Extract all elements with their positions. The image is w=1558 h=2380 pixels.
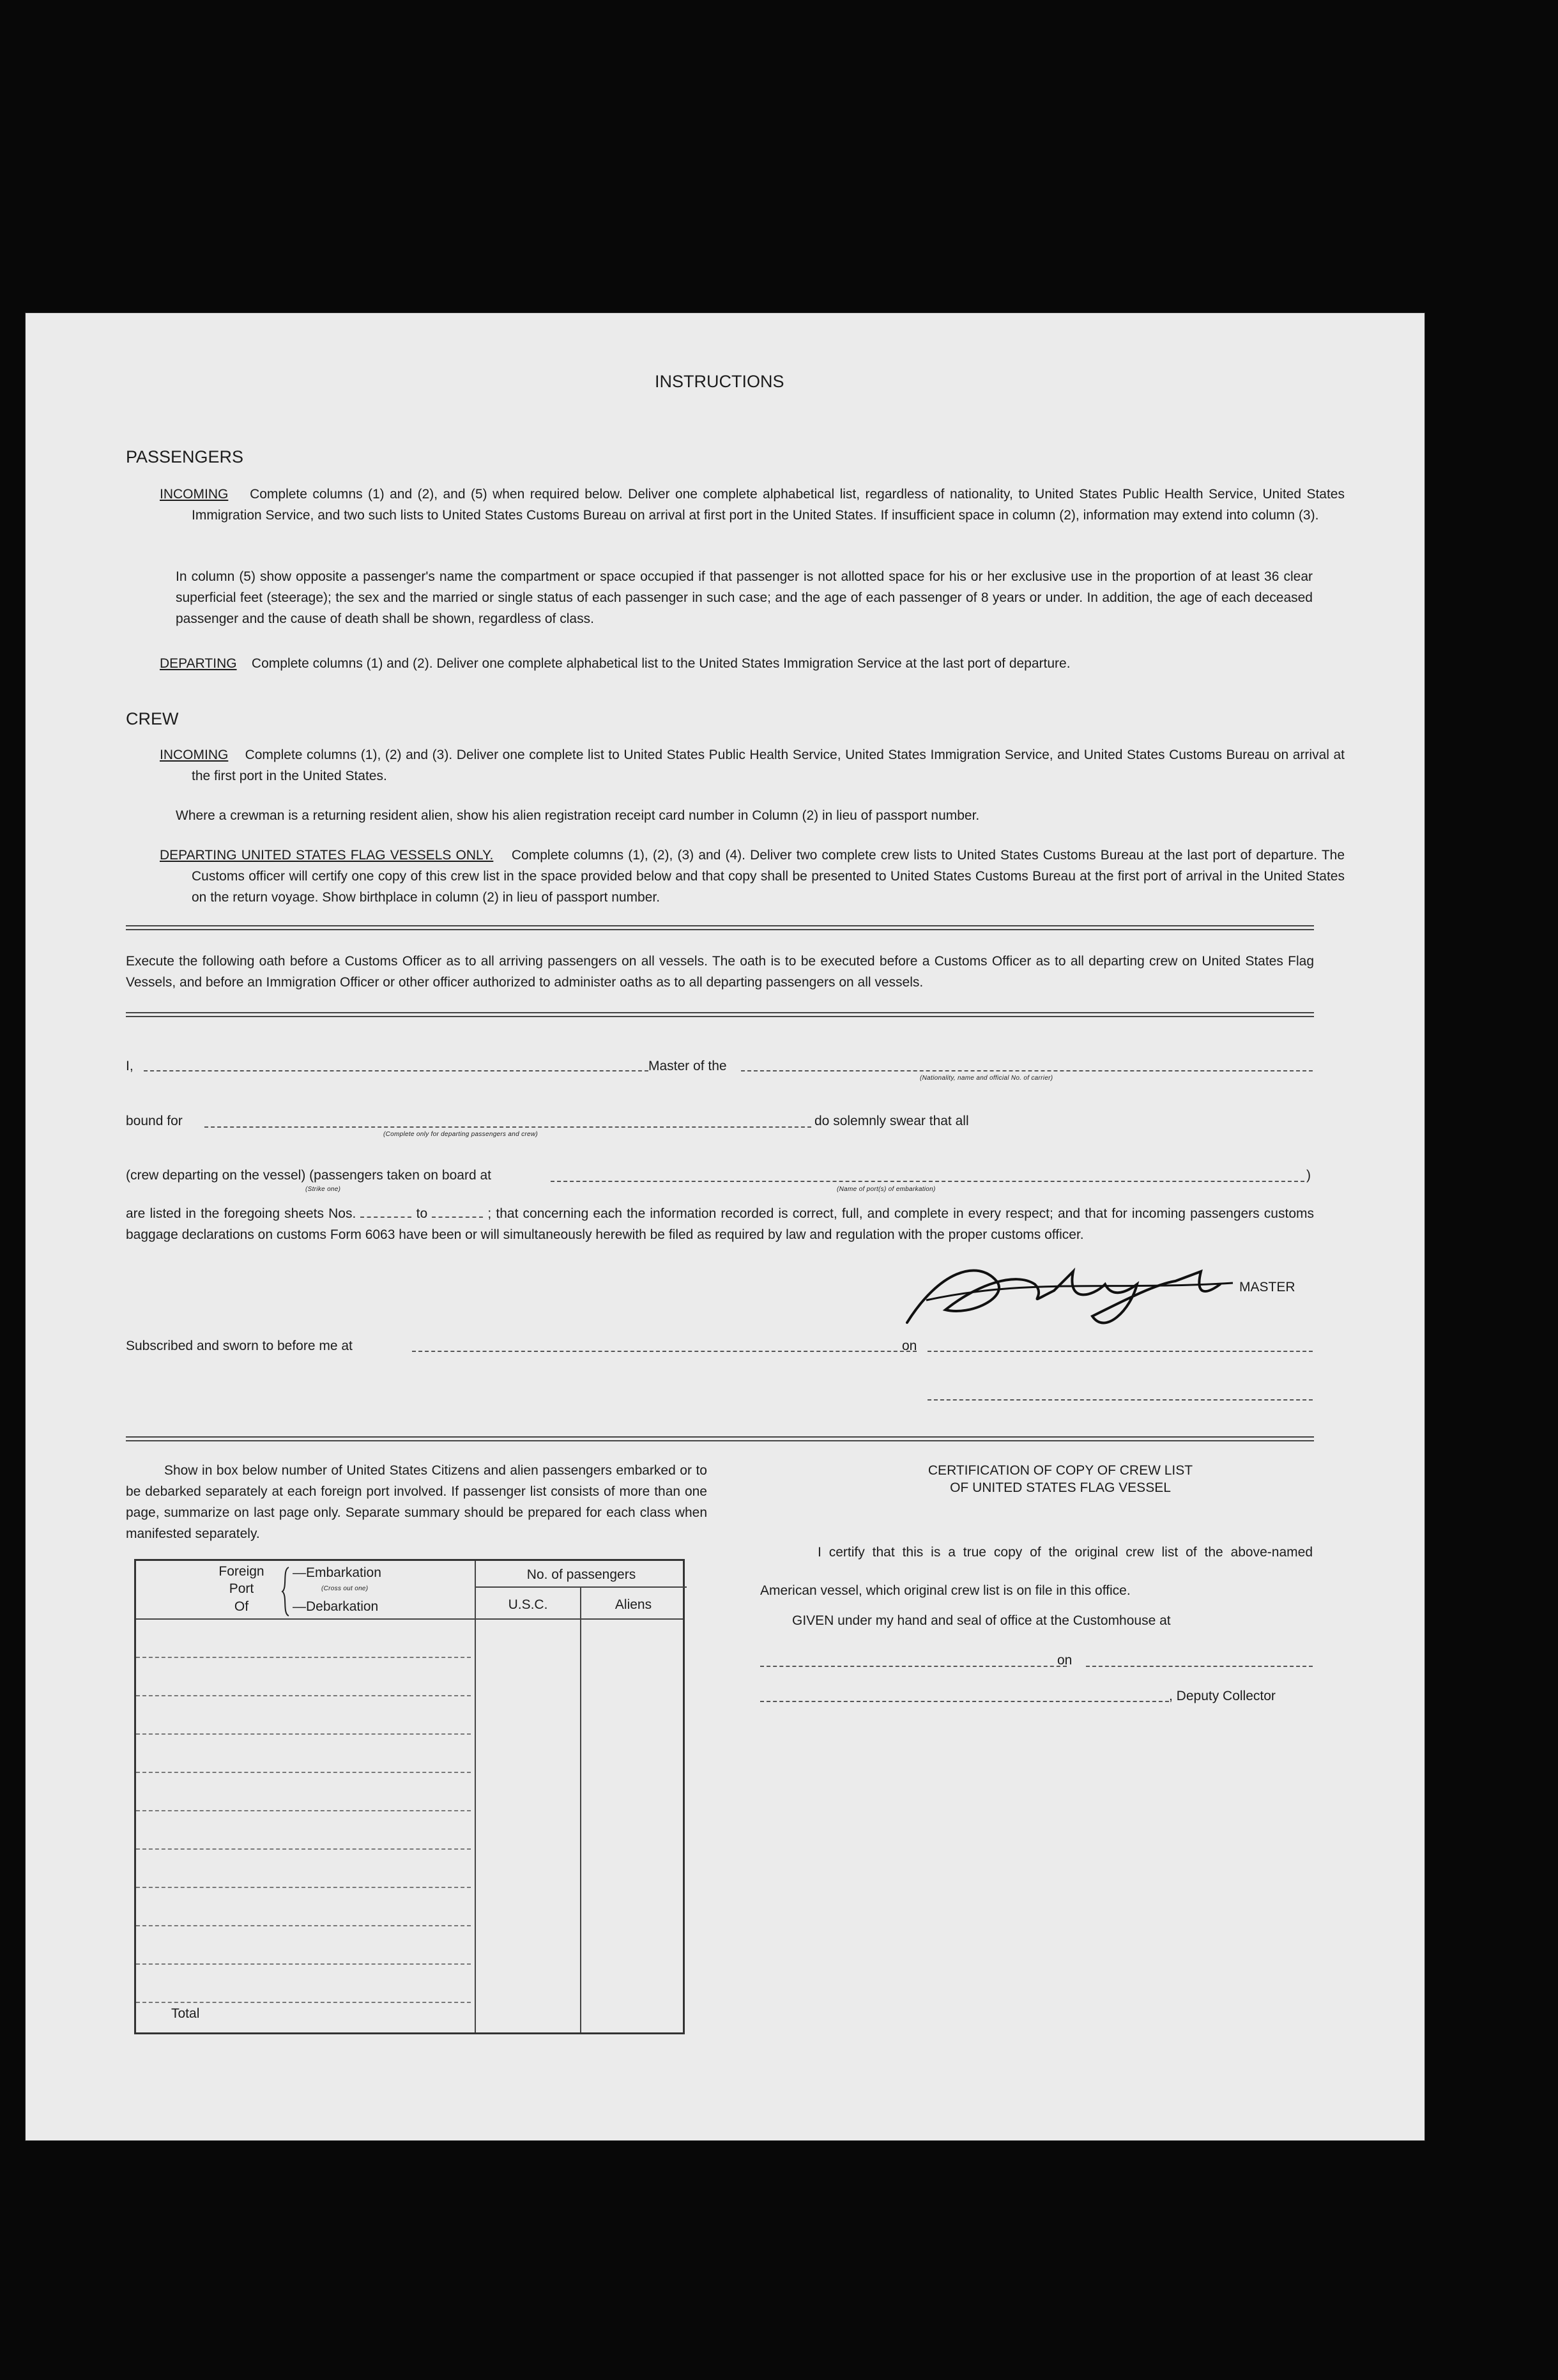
- certification-on-label: on: [1057, 1653, 1073, 1668]
- form-page: [26, 313, 1424, 2140]
- master-signature: [901, 1246, 1258, 1335]
- sworn-on-label: on: [902, 1339, 917, 1353]
- passengers-departing-text: Complete columns (1) and (2). Deliver one complete alphabetical list to the United States Immigration Service at the last port of departure.: [251, 656, 1071, 671]
- aliens-label: Aliens: [615, 1597, 652, 1612]
- ports-caption: (Name of port(s) of embarkation): [837, 1186, 936, 1193]
- certification-heading-line1: CERTIFICATION OF COPY OF CREW LIST: [928, 1463, 1193, 1478]
- complete-caption: (Complete only for departing passengers and crew): [383, 1131, 538, 1138]
- passengers-departing-paragraph: [160, 653, 1345, 674]
- certification-heading-line2: OF UNITED STATES FLAG VESSEL: [950, 1480, 1171, 1495]
- sworn-date-field[interactable]: [928, 1351, 1313, 1352]
- port-label: Port: [229, 1581, 254, 1596]
- of-label: Of: [234, 1599, 249, 1614]
- bound-for-field[interactable]: [204, 1126, 811, 1128]
- crew-departing-label: DEPARTING UNITED STATES FLAG VESSELS ONLY.: [160, 848, 494, 863]
- passengers-column5-text: In column (5) show opposite a passenger's name the compartment or space occupied if that passenger is not allotted space for his or her exclusive use in the proportion of at least 36 clear superficial feet (steerage); the sex and the married or single status of each passenger in such case; and the age of each passenger of 8 years or under. In addition, the age of each deceased passenger and the cause of death shall be shown, regardless of class.: [176, 569, 1313, 626]
- deputy-collector-label: , Deputy Collector: [1169, 1689, 1276, 1703]
- customhouse-field[interactable]: [760, 1666, 1067, 1667]
- ports-embarkation-field[interactable]: [551, 1181, 1304, 1182]
- crew-alien-text: Where a crewman is a returning resident alien, show his alien registration receipt card number in Column (2) in lieu of passport number.: [176, 808, 980, 823]
- sworn-place-field[interactable]: [412, 1351, 917, 1352]
- master-name-field[interactable]: [144, 1070, 648, 1071]
- divider-rule: [126, 1012, 1314, 1013]
- divider-rule: [126, 1440, 1314, 1441]
- summary-row-line[interactable]: [136, 1810, 471, 1811]
- certification-date-field[interactable]: [1086, 1666, 1313, 1667]
- passenger-summary-box: [134, 1559, 685, 2034]
- summary-row-line[interactable]: [136, 1963, 471, 1965]
- passengers-incoming-label: INCOMING: [160, 487, 229, 502]
- listed-text-a: are listed in the foregoing sheets Nos.: [126, 1206, 356, 1221]
- crew-incoming-text: Complete columns (1), (2) and (3). Deliver one complete list to United States Public Health Service, United States Immigration Service, and United States Customs Bureau on arrival at the first port in the United States.: [192, 748, 1345, 783]
- listed-text-b: ; that concerning each the information recorded is correct, full, and complete in every respect; and that for incoming passengers customs baggage declarations on customs Form 6063 have been or will simultaneously herewith be filed as required by law and regulation with the proper customs officer.: [126, 1206, 1314, 1242]
- page-title: INSTRUCTIONS: [655, 372, 784, 391]
- passengers-incoming-paragraph: [160, 484, 1345, 526]
- bound-for-label: bound for: [126, 1114, 183, 1128]
- certify-text: I certify that this is a true copy of the original crew list of the above-named American vessel, which original crew list is on file in this office.: [760, 1545, 1313, 1598]
- to-label: to: [416, 1206, 428, 1221]
- divider-rule: [126, 925, 1314, 926]
- divider-rule: [126, 929, 1314, 930]
- summary-row-line[interactable]: [136, 1772, 471, 1773]
- subscribed-label: Subscribed and sworn to before me at: [126, 1339, 353, 1353]
- divider-rule: [126, 1436, 1314, 1438]
- crew-departing-text: (crew departing on the vessel) (passengers taken on board at: [126, 1168, 491, 1183]
- sheet-to-field[interactable]: [432, 1217, 483, 1218]
- close-paren: ): [1306, 1168, 1311, 1183]
- crew-departing-text: Complete columns (1), (2), (3) and (4). Deliver two complete crew lists to United States Customs Bureau at the last port of departure. The Customs officer will certify one copy of this crew list in the space provided below and that copy shall be presented to United States Customs Bureau at the first port of arrival in the United States on the return voyage. Show birthplace in column (2) in lieu of passport number.: [192, 848, 1345, 905]
- embarkation-option[interactable]: —Embarkation: [293, 1565, 381, 1580]
- officer-signature-field[interactable]: [928, 1399, 1313, 1401]
- crew-incoming-label: INCOMING: [160, 748, 229, 762]
- vessel-field[interactable]: [741, 1070, 1313, 1071]
- nationality-caption: (Nationality, name and official No. of carrier): [920, 1075, 1053, 1082]
- passengers-heading: PASSENGERS: [126, 447, 244, 466]
- divider-rule: [126, 1016, 1314, 1017]
- brace-icon: [280, 1566, 291, 1617]
- summary-row-line[interactable]: [136, 1733, 471, 1735]
- usc-label: U.S.C.: [508, 1597, 548, 1612]
- sheet-from-field[interactable]: [360, 1217, 411, 1218]
- debarkation-option[interactable]: —Debarkation: [293, 1599, 379, 1614]
- summary-intro: Show in box below number of United States Citizens and alien passengers embarked or to be debarked separately at each foreign port involved. If passenger list consists of more than one page, summarize on last page only. Separate summary should be prepared for each class when manifested separately.: [126, 1463, 707, 1541]
- summary-row-line[interactable]: [136, 1925, 471, 1926]
- summary-row-line[interactable]: [136, 1657, 471, 1658]
- summary-row-line[interactable]: [136, 1848, 471, 1850]
- passengers-incoming-text: Complete columns (1) and (2), and (5) when required below. Deliver one complete alphabetical list, regardless of nationality, to United States Public Health Service, United States Immigration Service, and two such lists to United States Customs Bureau on arrival at first port in the United States. If insufficient space in column (2), information may extend into column (3).: [192, 487, 1345, 523]
- total-label: Total: [171, 2006, 200, 2021]
- crew-departing-paragraph: [160, 845, 1345, 908]
- strike-one-caption: (Strike one): [305, 1186, 341, 1193]
- cross-out-caption: (Cross out one): [321, 1585, 369, 1592]
- deputy-collector-field[interactable]: [760, 1701, 1169, 1702]
- passengers-departing-label: DEPARTING: [160, 656, 237, 671]
- foreign-label: Foreign: [218, 1564, 264, 1579]
- master-label: MASTER: [1239, 1280, 1295, 1294]
- master-of-the-label: Master of the: [648, 1059, 727, 1073]
- crew-heading: CREW: [126, 709, 179, 728]
- summary-row-line[interactable]: [136, 1695, 471, 1696]
- oath-i-label: I,: [126, 1059, 134, 1073]
- crew-incoming-paragraph: [160, 744, 1345, 787]
- oath-intro: Execute the following oath before a Customs Officer as to all arriving passengers on all vessels. The oath is to be executed before a Customs Officer as to all departing crew on United States Flag Vessels, and before an Immigration Officer or other officer authorized to administer oaths as to all departing passengers on all vessels.: [126, 954, 1314, 990]
- no-of-passengers-label: No. of passengers: [526, 1567, 636, 1582]
- given-text: GIVEN under my hand and seal of office at the Customhouse at: [792, 1613, 1171, 1628]
- summary-row-line[interactable]: [136, 1887, 471, 1888]
- listed-paragraph: [126, 1203, 1314, 1245]
- swear-text: do solemnly swear that all: [814, 1114, 969, 1128]
